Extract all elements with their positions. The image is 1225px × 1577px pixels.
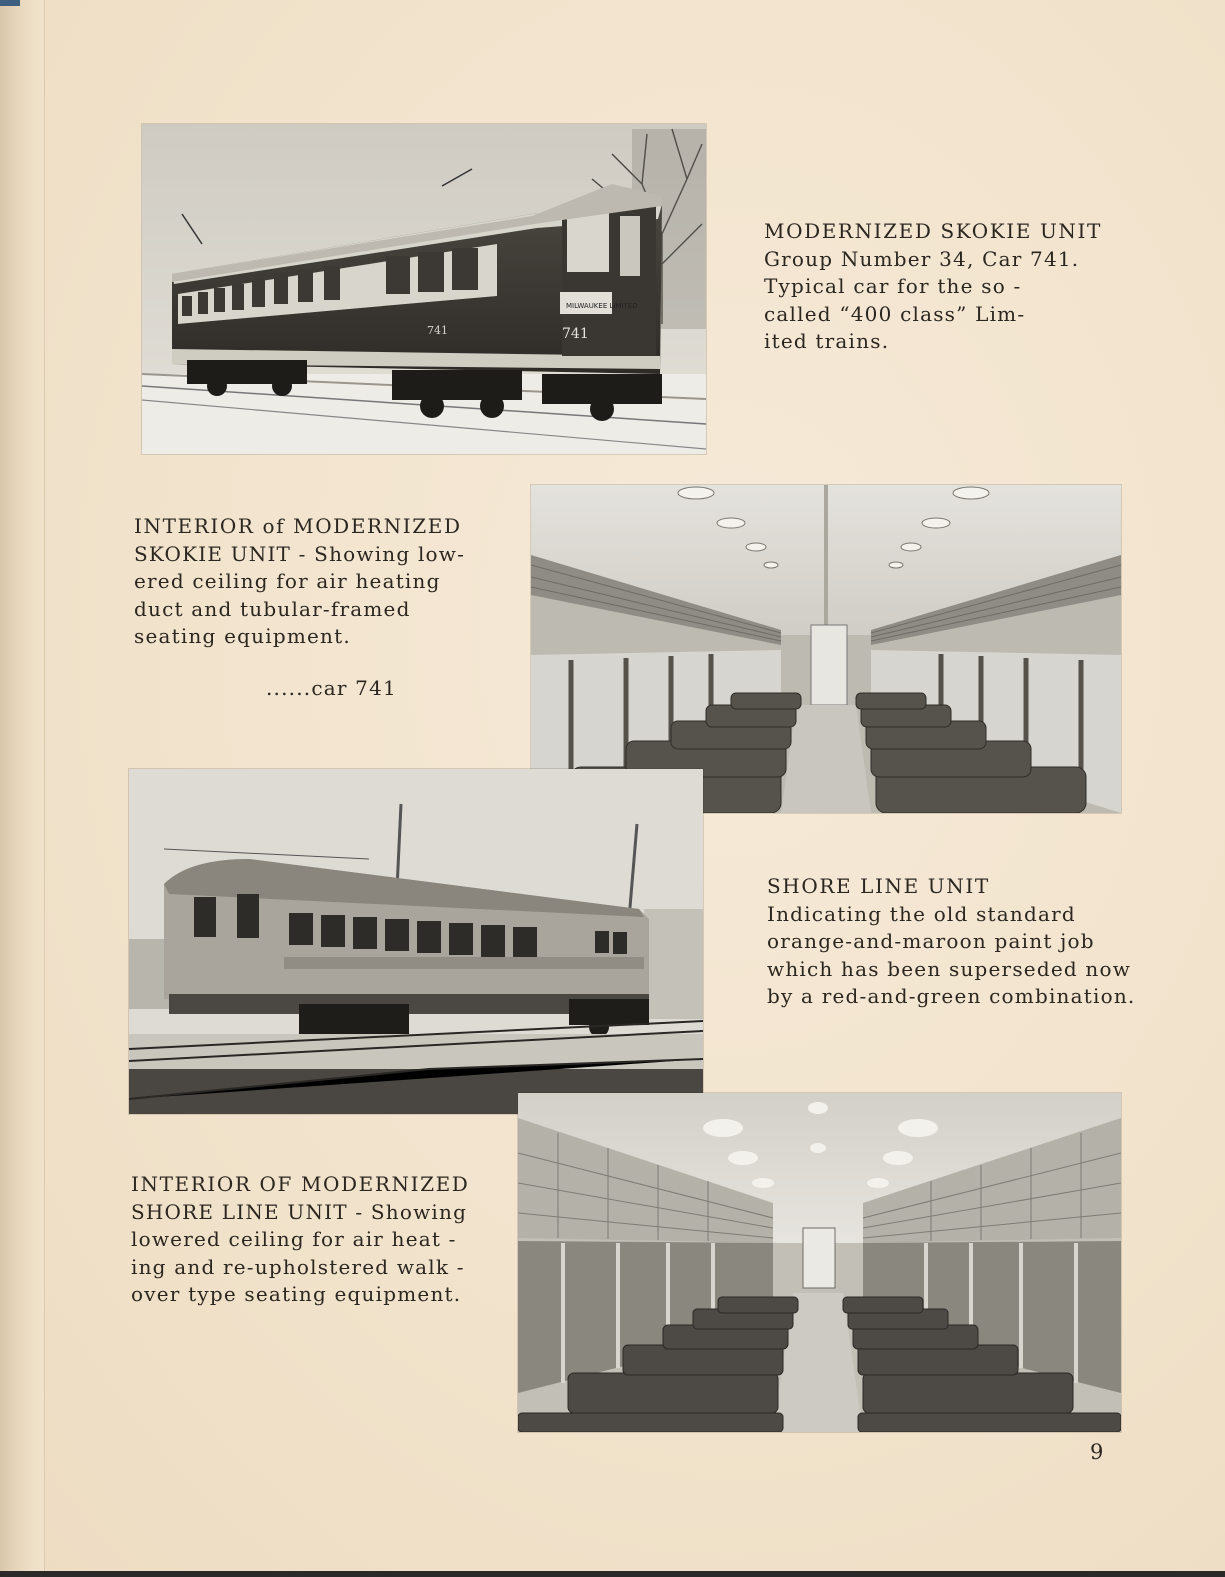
caption-line: seating equipment. — [134, 624, 351, 648]
photo-skokie-unit-interior — [531, 485, 1121, 813]
caption-line: INTERIOR of MODERNIZED — [134, 514, 462, 538]
caption-line: Typical car for the so - — [764, 274, 1022, 298]
caption-line: ing and re-upholstered walk - — [131, 1254, 465, 1279]
photo-shore-line-unit-exterior — [129, 769, 703, 1114]
caption-line: called “400 class” Lim- — [764, 301, 1026, 326]
caption-line: over type seating equipment. — [131, 1282, 462, 1306]
caption-line: SHORE LINE UNIT — [767, 874, 990, 898]
caption-line: Group Number 34, Car 741. — [764, 246, 1080, 271]
caption-line: INTERIOR OF MODERNIZED — [131, 1172, 470, 1196]
caption-line: by a red-and-green combination. — [767, 984, 1136, 1008]
caption-line: ered ceiling for air heating — [134, 569, 441, 593]
caption-skokie-unit — [764, 218, 1102, 356]
caption-shore-line-interior — [131, 1171, 469, 1309]
car-number-front: 741 — [562, 326, 589, 342]
caption-line: SKOKIE UNIT - Showing low- — [134, 541, 466, 566]
caption-line: lowered ceiling for air heat - — [131, 1227, 457, 1251]
caption-line: ited trains. — [764, 329, 890, 353]
page-number: 9 — [1090, 1440, 1104, 1464]
top-edge-mark — [0, 0, 20, 6]
bottom-edge-mark — [0, 1571, 1225, 1577]
caption-line: orange-and-maroon paint job — [767, 929, 1095, 953]
caption-line: which has been superseded now — [767, 956, 1132, 981]
page-binding-shadow — [0, 0, 45, 1577]
caption-line: MODERNIZED SKOKIE UNIT — [764, 219, 1102, 243]
car-number-side: 741 — [427, 324, 448, 337]
caption-line: Indicating the old standard — [767, 901, 1076, 926]
caption-skokie-interior — [134, 513, 465, 702]
destination-sign: MILWAUKEE LIMITED — [566, 302, 638, 310]
caption-line: SHORE LINE UNIT - Showing — [131, 1199, 468, 1224]
photo-skokie-unit-exterior — [142, 124, 706, 454]
caption-shore-line-unit — [767, 873, 1135, 1011]
photo-shore-line-unit-interior — [518, 1093, 1121, 1432]
caption-car-note: ......car 741 — [266, 675, 397, 700]
caption-line: duct and tubular-framed — [134, 596, 411, 621]
